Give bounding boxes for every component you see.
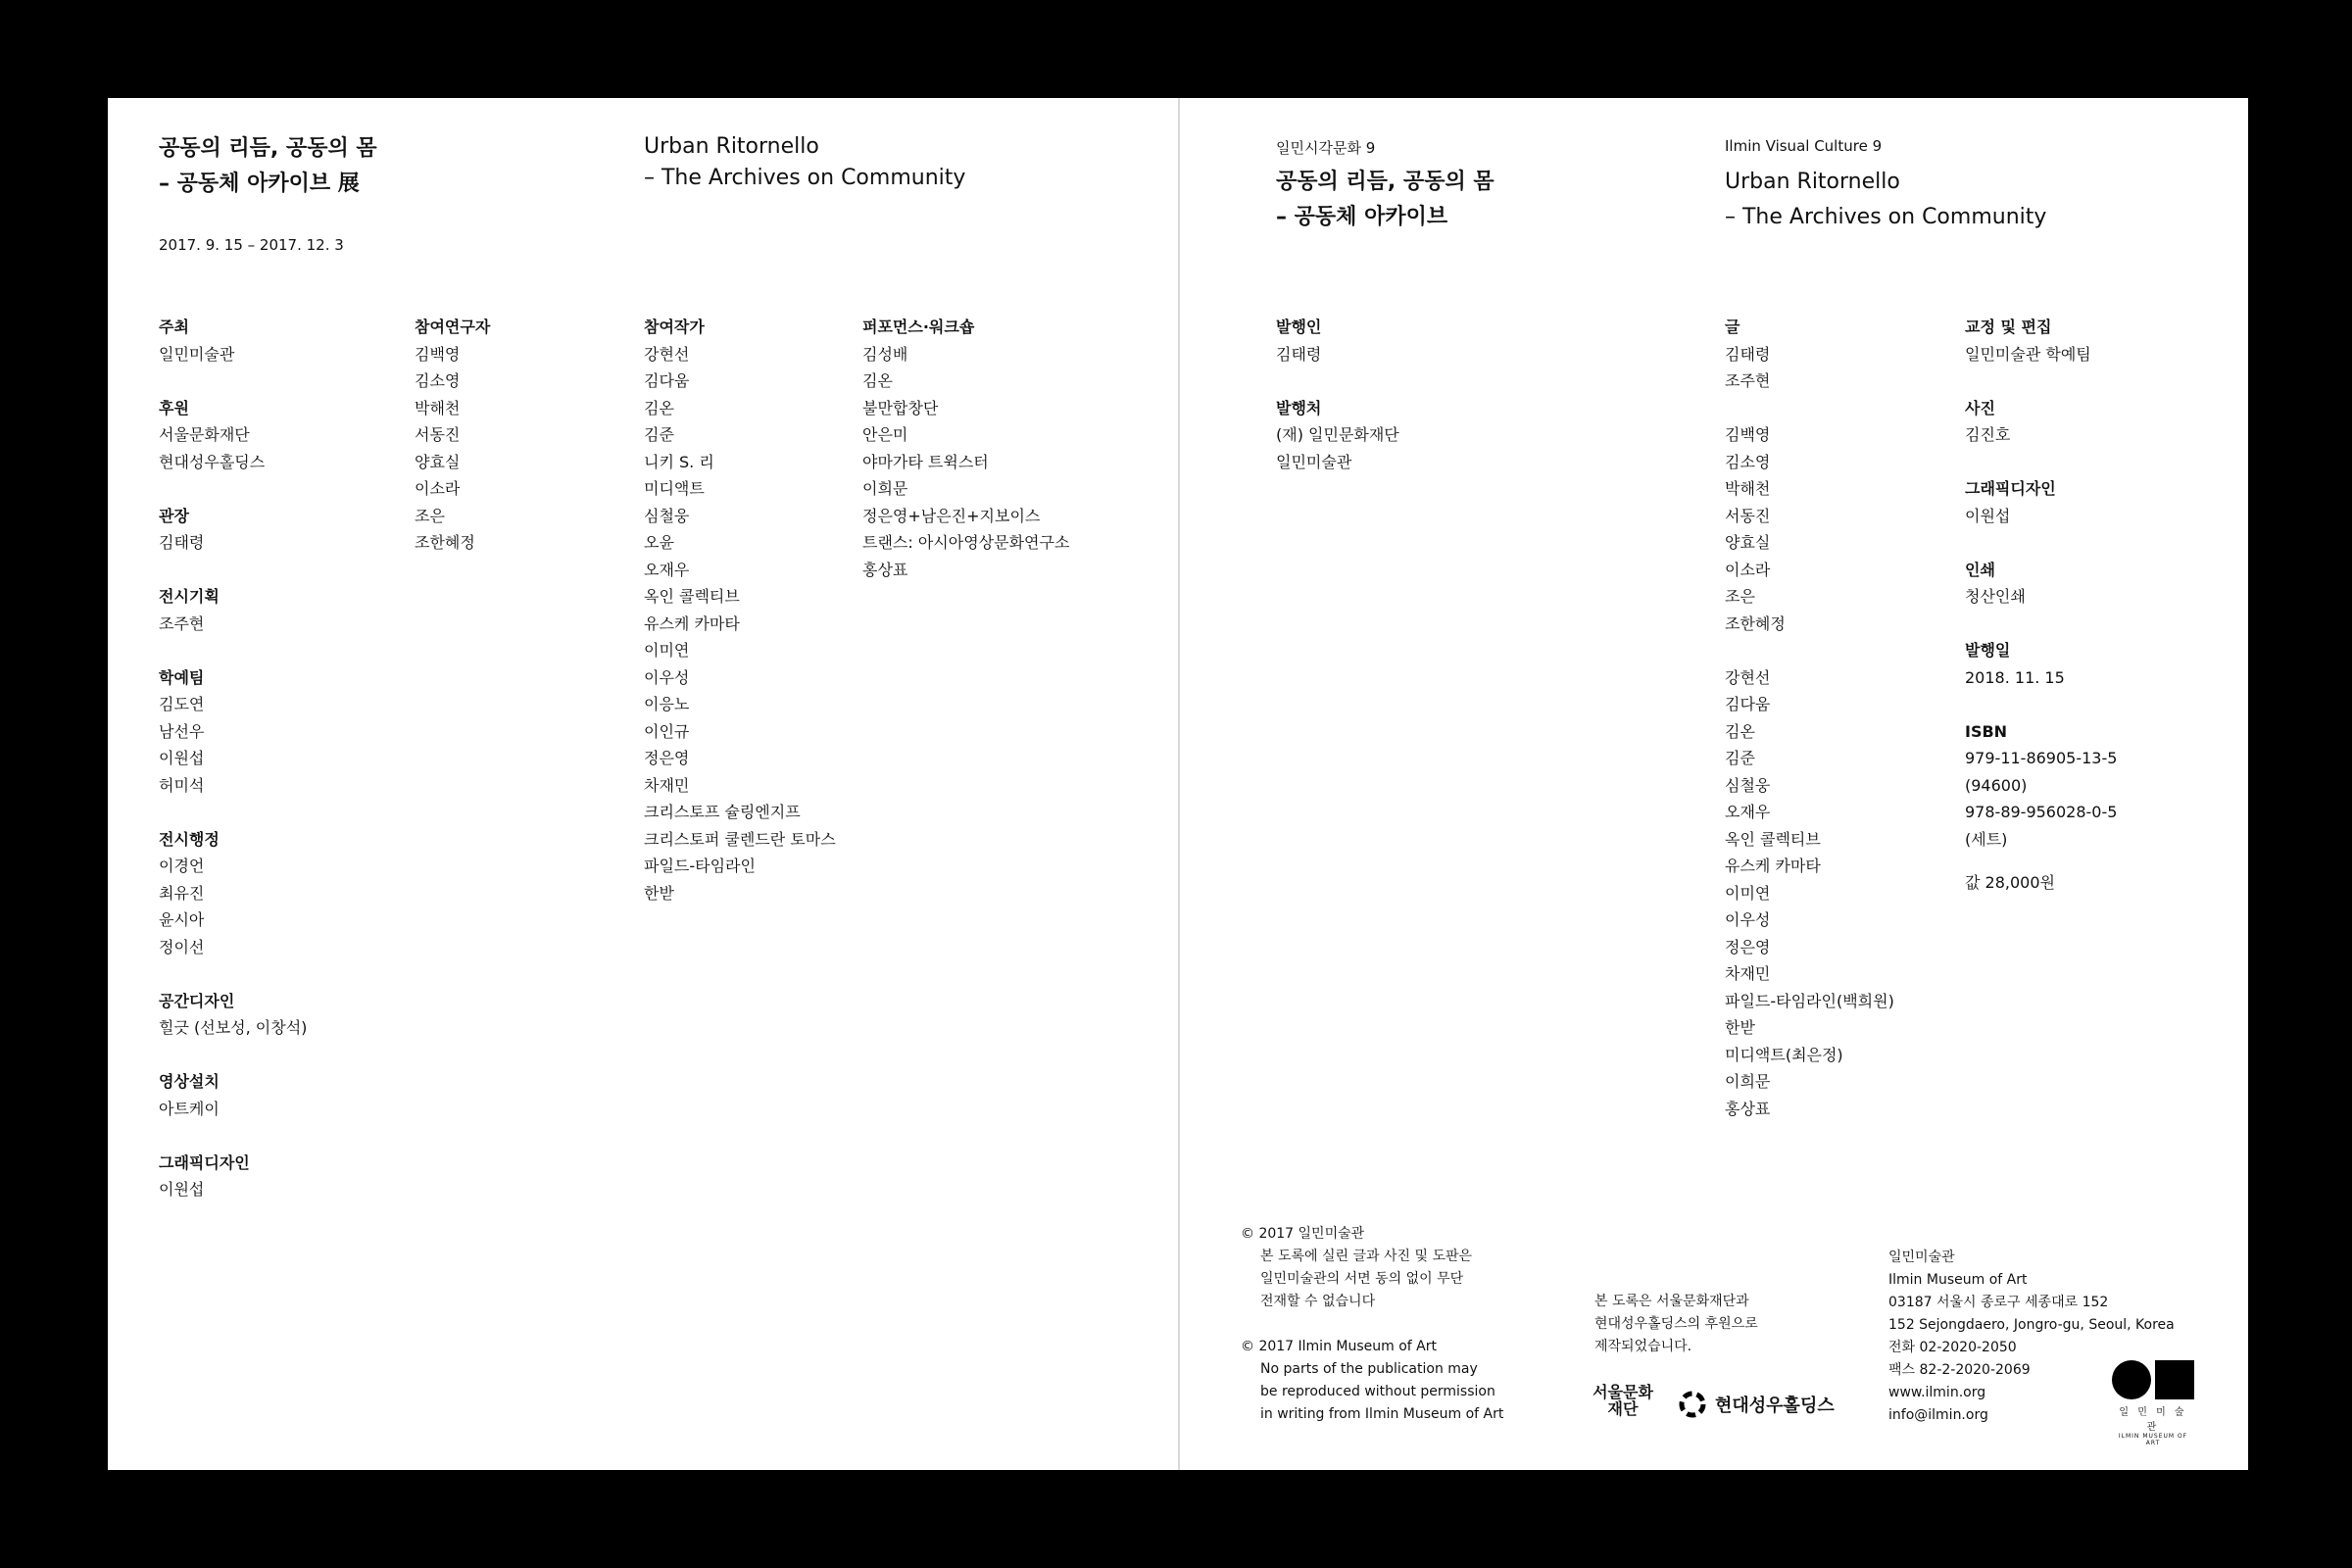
credit-value: 김태령 (159, 533, 205, 552)
writer-name: 오재우 (1725, 803, 1771, 821)
credit-section (159, 314, 307, 368)
address-line: 일민미술관 (1888, 1250, 1955, 1265)
credit-section (644, 314, 836, 906)
credit-value: 크리스토프 슐링엔지프 (644, 803, 801, 821)
credit-heading: 발행인 (1276, 318, 1322, 336)
credit-heading: 그래픽디자인 (1965, 479, 2056, 498)
credit-value: 허미석 (159, 775, 205, 795)
credit-section (159, 395, 307, 476)
credit-section (1965, 718, 2117, 854)
copyright-en-line: be reproduced without permission (1260, 1384, 1495, 1399)
credit-value: 조한혜정 (415, 533, 475, 552)
credit-value: 이소라 (415, 479, 461, 498)
credit-section (159, 826, 307, 961)
writer-name: 이미연 (1725, 883, 1771, 903)
hyundai-sungwoo-logo-text: 현대성우홀딩스 (1715, 1396, 1835, 1416)
credit-heading: 그래픽디자인 (159, 1152, 250, 1172)
copyright-en (1241, 1336, 1503, 1426)
credit-value: 이응노 (644, 695, 690, 713)
credit-heading: 관장 (159, 506, 189, 525)
credit-section (415, 314, 490, 557)
credit-value: 일민미술관 학예팀 (1965, 344, 2091, 364)
group-spacer (1725, 395, 1894, 422)
left-title-ko (159, 131, 377, 202)
writer-name: 차재민 (1725, 964, 1771, 983)
credit-value: 979-11-86905-13-5 (1965, 749, 2118, 767)
address-line: 03187 서울시 종로구 세종대로 152 (1888, 1295, 2109, 1310)
credit-heading: 참여연구자 (415, 318, 491, 336)
credit-section (1965, 395, 2117, 449)
credit-value: 이미연 (644, 641, 690, 660)
credit-value: 김진호 (1965, 425, 2011, 444)
r-title-ko-line2: – 공동체 아카이브 (1276, 205, 1448, 229)
credit-value: 일민미술관 (1276, 452, 1352, 471)
credit-heading: 참여작가 (644, 318, 705, 336)
ilmin-logo-en: ILMIN MUSEUM OF ART (2118, 1433, 2188, 1446)
right-page (1178, 98, 2248, 1470)
left-page (108, 98, 1178, 1470)
writer-name: 조주현 (1725, 371, 1771, 390)
credit-value: 이원섭 (159, 749, 205, 767)
writer-name: 파일드-타임라인(백희원) (1725, 991, 1894, 1010)
copyright-ko-line: 일민미술관의 서면 동의 없이 무단 (1260, 1271, 1464, 1287)
right-title-ko (1276, 165, 1494, 235)
writer-name: 김소영 (1725, 452, 1771, 471)
writer-name: 미디액트(최은정) (1725, 1045, 1843, 1064)
credit-heading: 교정 및 편집 (1965, 318, 2052, 336)
credit-value: (세트) (1965, 829, 2008, 849)
copyright-en-line: © 2017 Ilmin Museum of Art (1241, 1339, 1437, 1354)
title-ko-line2: – 공동체 아카이브 展 (159, 172, 360, 196)
credit-value: 심철웅 (644, 506, 690, 525)
writer-name: 김태령 (1725, 344, 1771, 364)
credit-value: 박해천 (415, 398, 461, 417)
credit-value: 김다움 (644, 371, 690, 390)
writer-name: 옥인 콜렉티브 (1725, 829, 1821, 849)
credit-value: 야마가타 트윅스터 (862, 452, 989, 471)
exhibition-dates: 2017. 9. 15 – 2017. 12. 3 (159, 236, 344, 254)
credit-section (1965, 314, 2117, 368)
credit-heading: 공간디자인 (159, 991, 235, 1010)
credit-heading: 퍼포먼스·워크숍 (862, 318, 975, 336)
credit-value: 김도연 (159, 695, 205, 713)
credit-section (159, 583, 307, 637)
credit-value: 978-89-956028-0-5 (1965, 803, 2118, 821)
credit-value: 현대성우홀딩스 (159, 452, 266, 471)
sponsor-note-line: 현대성우홀딩스의 후원으로 (1594, 1316, 1758, 1332)
credit-section (159, 1068, 307, 1122)
credit-value: 김준 (644, 425, 674, 444)
title-en-line1: Urban Ritornello (644, 134, 819, 159)
writer-name: 박해천 (1725, 479, 1771, 498)
credit-value: 한받 (644, 883, 674, 903)
credit-value: 트랜스: 아시아영상문화연구소 (862, 533, 1070, 552)
credit-value: 서동진 (415, 425, 461, 444)
writer-name: 양효실 (1725, 533, 1771, 552)
credit-heading: 발행일 (1965, 641, 2011, 660)
credit-section (159, 1150, 307, 1203)
credit-heading: 영상설치 (159, 1072, 220, 1091)
r-title-en-line2: – The Archives on Community (1725, 205, 2047, 229)
researchers-col (415, 314, 490, 583)
title-en-line2: – The Archives on Community (644, 166, 966, 190)
credit-heading: 전시기획 (159, 587, 220, 606)
sponsor-note-line: 본 도록은 서울문화재단과 (1594, 1294, 1749, 1309)
credit-value: 불만합창단 (862, 398, 939, 417)
credit-section (1965, 637, 2117, 691)
sponsor-note (1594, 1291, 1758, 1358)
credit-value: 조주현 (159, 613, 205, 633)
copyright-ko (1241, 1223, 1472, 1313)
credit-heading: 발행처 (1276, 398, 1322, 417)
publisher-col (1276, 314, 1399, 503)
writer-name: 한받 (1725, 1018, 1755, 1037)
writer-name: 이소라 (1725, 560, 1771, 579)
writer-name: 심철웅 (1725, 775, 1771, 795)
credit-section (159, 988, 307, 1042)
ilmin-logo-mark-icon (2112, 1360, 2194, 1399)
credit-value: 정은영+남은진+지보이스 (862, 506, 1041, 525)
credit-value: 김성배 (862, 344, 908, 364)
phone-line: 전화 02-2020-2050 (1888, 1340, 2017, 1355)
credit-heading: ISBN (1965, 721, 2008, 741)
sponsor-note-line: 제작되었습니다. (1594, 1339, 1692, 1354)
credit-value: 니키 S. 리 (644, 452, 714, 471)
credit-value: 파일드-타임라인 (644, 857, 756, 875)
credit-section (1276, 314, 1399, 368)
credit-value: 차재민 (644, 775, 690, 795)
credit-value: 강현선 (644, 344, 690, 364)
writer-name: 이희문 (1725, 1072, 1771, 1091)
credit-section (159, 503, 307, 557)
credit-section (1965, 475, 2117, 529)
credit-value: 유스케 카마타 (644, 613, 740, 633)
writer-name: 김온 (1725, 721, 1755, 741)
credit-section (1276, 395, 1399, 476)
right-title-en (1725, 165, 2046, 235)
credit-value: (94600) (1965, 775, 2028, 795)
credit-value: 최유진 (159, 883, 205, 903)
writer-name: 강현선 (1725, 667, 1771, 687)
credit-value: 서울문화재단 (159, 425, 250, 444)
writer-name: 서동진 (1725, 506, 1771, 525)
credit-value: 정이선 (159, 937, 205, 956)
credit-value: 정은영 (644, 749, 690, 767)
credit-heading: 사진 (1965, 398, 1995, 417)
credit-value: 김태령 (1276, 344, 1322, 364)
address-line: Ilmin Museum of Art (1888, 1272, 2028, 1288)
writer-name: 홍상표 (1725, 1099, 1771, 1118)
hyundai-sungwoo-logo (1678, 1390, 1835, 1419)
colophon-col (1965, 314, 2117, 880)
copyright-en-line: in writing from Ilmin Museum of Art (1260, 1406, 1504, 1422)
credit-value: 오윤 (644, 533, 674, 552)
credit-value: 옥인 콜렉티브 (644, 587, 740, 606)
credit-section (1965, 557, 2117, 611)
credit-value: 김온 (644, 398, 674, 417)
left-title-en (644, 131, 965, 194)
writer-name: 김백영 (1725, 425, 1771, 444)
credit-value: 이원섭 (159, 1180, 205, 1199)
credit-value: 이원섭 (1965, 506, 2011, 525)
credit-value: 안은미 (862, 425, 908, 444)
title-ko-line1: 공동의 리듬, 공동의 몸 (159, 136, 377, 161)
group-spacer (1725, 637, 1894, 664)
ilmin-museum-logo (2111, 1360, 2195, 1446)
credit-heading: 학예팀 (159, 667, 205, 687)
credit-value: 홍상표 (862, 560, 908, 579)
writer-name: 정은영 (1725, 937, 1771, 956)
series-en: Ilmin Visual Culture 9 (1725, 137, 1883, 155)
credit-value: 남선우 (159, 721, 205, 741)
copyright-ko-line: 전재할 수 없습니다 (1260, 1294, 1376, 1309)
writer-name: 조한혜정 (1725, 613, 1786, 633)
hyundai-sungwoo-mark-icon (1678, 1390, 1707, 1419)
writers-col (1725, 314, 1894, 1122)
writer-name: 김준 (1725, 749, 1755, 767)
writer-name: 김다움 (1725, 695, 1771, 713)
writer-name: 조은 (1725, 587, 1755, 606)
credit-value: 김소영 (415, 371, 461, 390)
writer-name: 이우성 (1725, 910, 1771, 929)
website-line: www.ilmin.org (1888, 1385, 1986, 1400)
series-ko: 일민시각문화 9 (1276, 139, 1376, 157)
credit-heading: 글 (1725, 318, 1740, 336)
credit-value: 이우성 (644, 667, 690, 687)
copyright-en-line: No parts of the publication may (1260, 1361, 1478, 1377)
credit-value: 양효실 (415, 452, 461, 471)
credit-value: 김온 (862, 371, 893, 390)
copyright-ko-line: 본 도록에 실린 글과 사진 및 도판은 (1260, 1249, 1473, 1264)
credit-value: 이희문 (862, 479, 908, 498)
credit-heading: 주최 (159, 318, 189, 336)
credit-value: 이인규 (644, 721, 690, 741)
performance-col (862, 314, 1069, 611)
credit-section (862, 314, 1069, 583)
address-line: 152 Sejongdaero, Jongro-gu, Seoul, Korea (1888, 1317, 2175, 1333)
r-title-ko-line1: 공동의 리듬, 공동의 몸 (1276, 170, 1494, 194)
writer-name: 유스케 카마타 (1725, 857, 1821, 875)
credit-heading: 인쇄 (1965, 560, 1995, 579)
email-line: info@ilmin.org (1888, 1407, 1988, 1423)
credit-value: 아트케이 (159, 1099, 220, 1118)
credit-value: 힐긋 (선보성, 이창석) (159, 1018, 308, 1037)
credit-value: 윤시아 (159, 910, 205, 929)
credit-value: 이경언 (159, 857, 205, 875)
price: 값 28,000원 (1965, 873, 2055, 892)
r-title-en-line1: Urban Ritornello (1725, 170, 1900, 194)
credit-value: 2018. 11. 15 (1965, 667, 2065, 687)
credit-value: 조은 (415, 506, 445, 525)
credit-value: 오재우 (644, 560, 690, 579)
credit-heading: 전시행정 (159, 829, 220, 849)
credit-value: 김백영 (415, 344, 461, 364)
copyright-ko-line: © 2017 일민미술관 (1241, 1226, 1365, 1242)
fax-line: 팩스 82-2-2020-2069 (1888, 1362, 2031, 1378)
credit-heading: 후원 (159, 398, 189, 417)
credit-value: 미디액트 (644, 479, 705, 498)
credit-section (159, 664, 307, 800)
ilmin-logo-ko: 일 민 미 술 관 (2119, 1407, 2187, 1433)
artists-col (644, 314, 836, 934)
credit-value: 일민미술관 (159, 344, 235, 364)
credits-col-1 (159, 314, 307, 1230)
credit-value: (재) 일민문화재단 (1276, 425, 1399, 444)
seoul-foundation-logo: 서울문화재단 (1592, 1383, 1653, 1418)
credit-value: 크리스토퍼 쿨렌드란 토마스 (644, 829, 836, 849)
credit-value: 청산인쇄 (1965, 587, 2026, 606)
